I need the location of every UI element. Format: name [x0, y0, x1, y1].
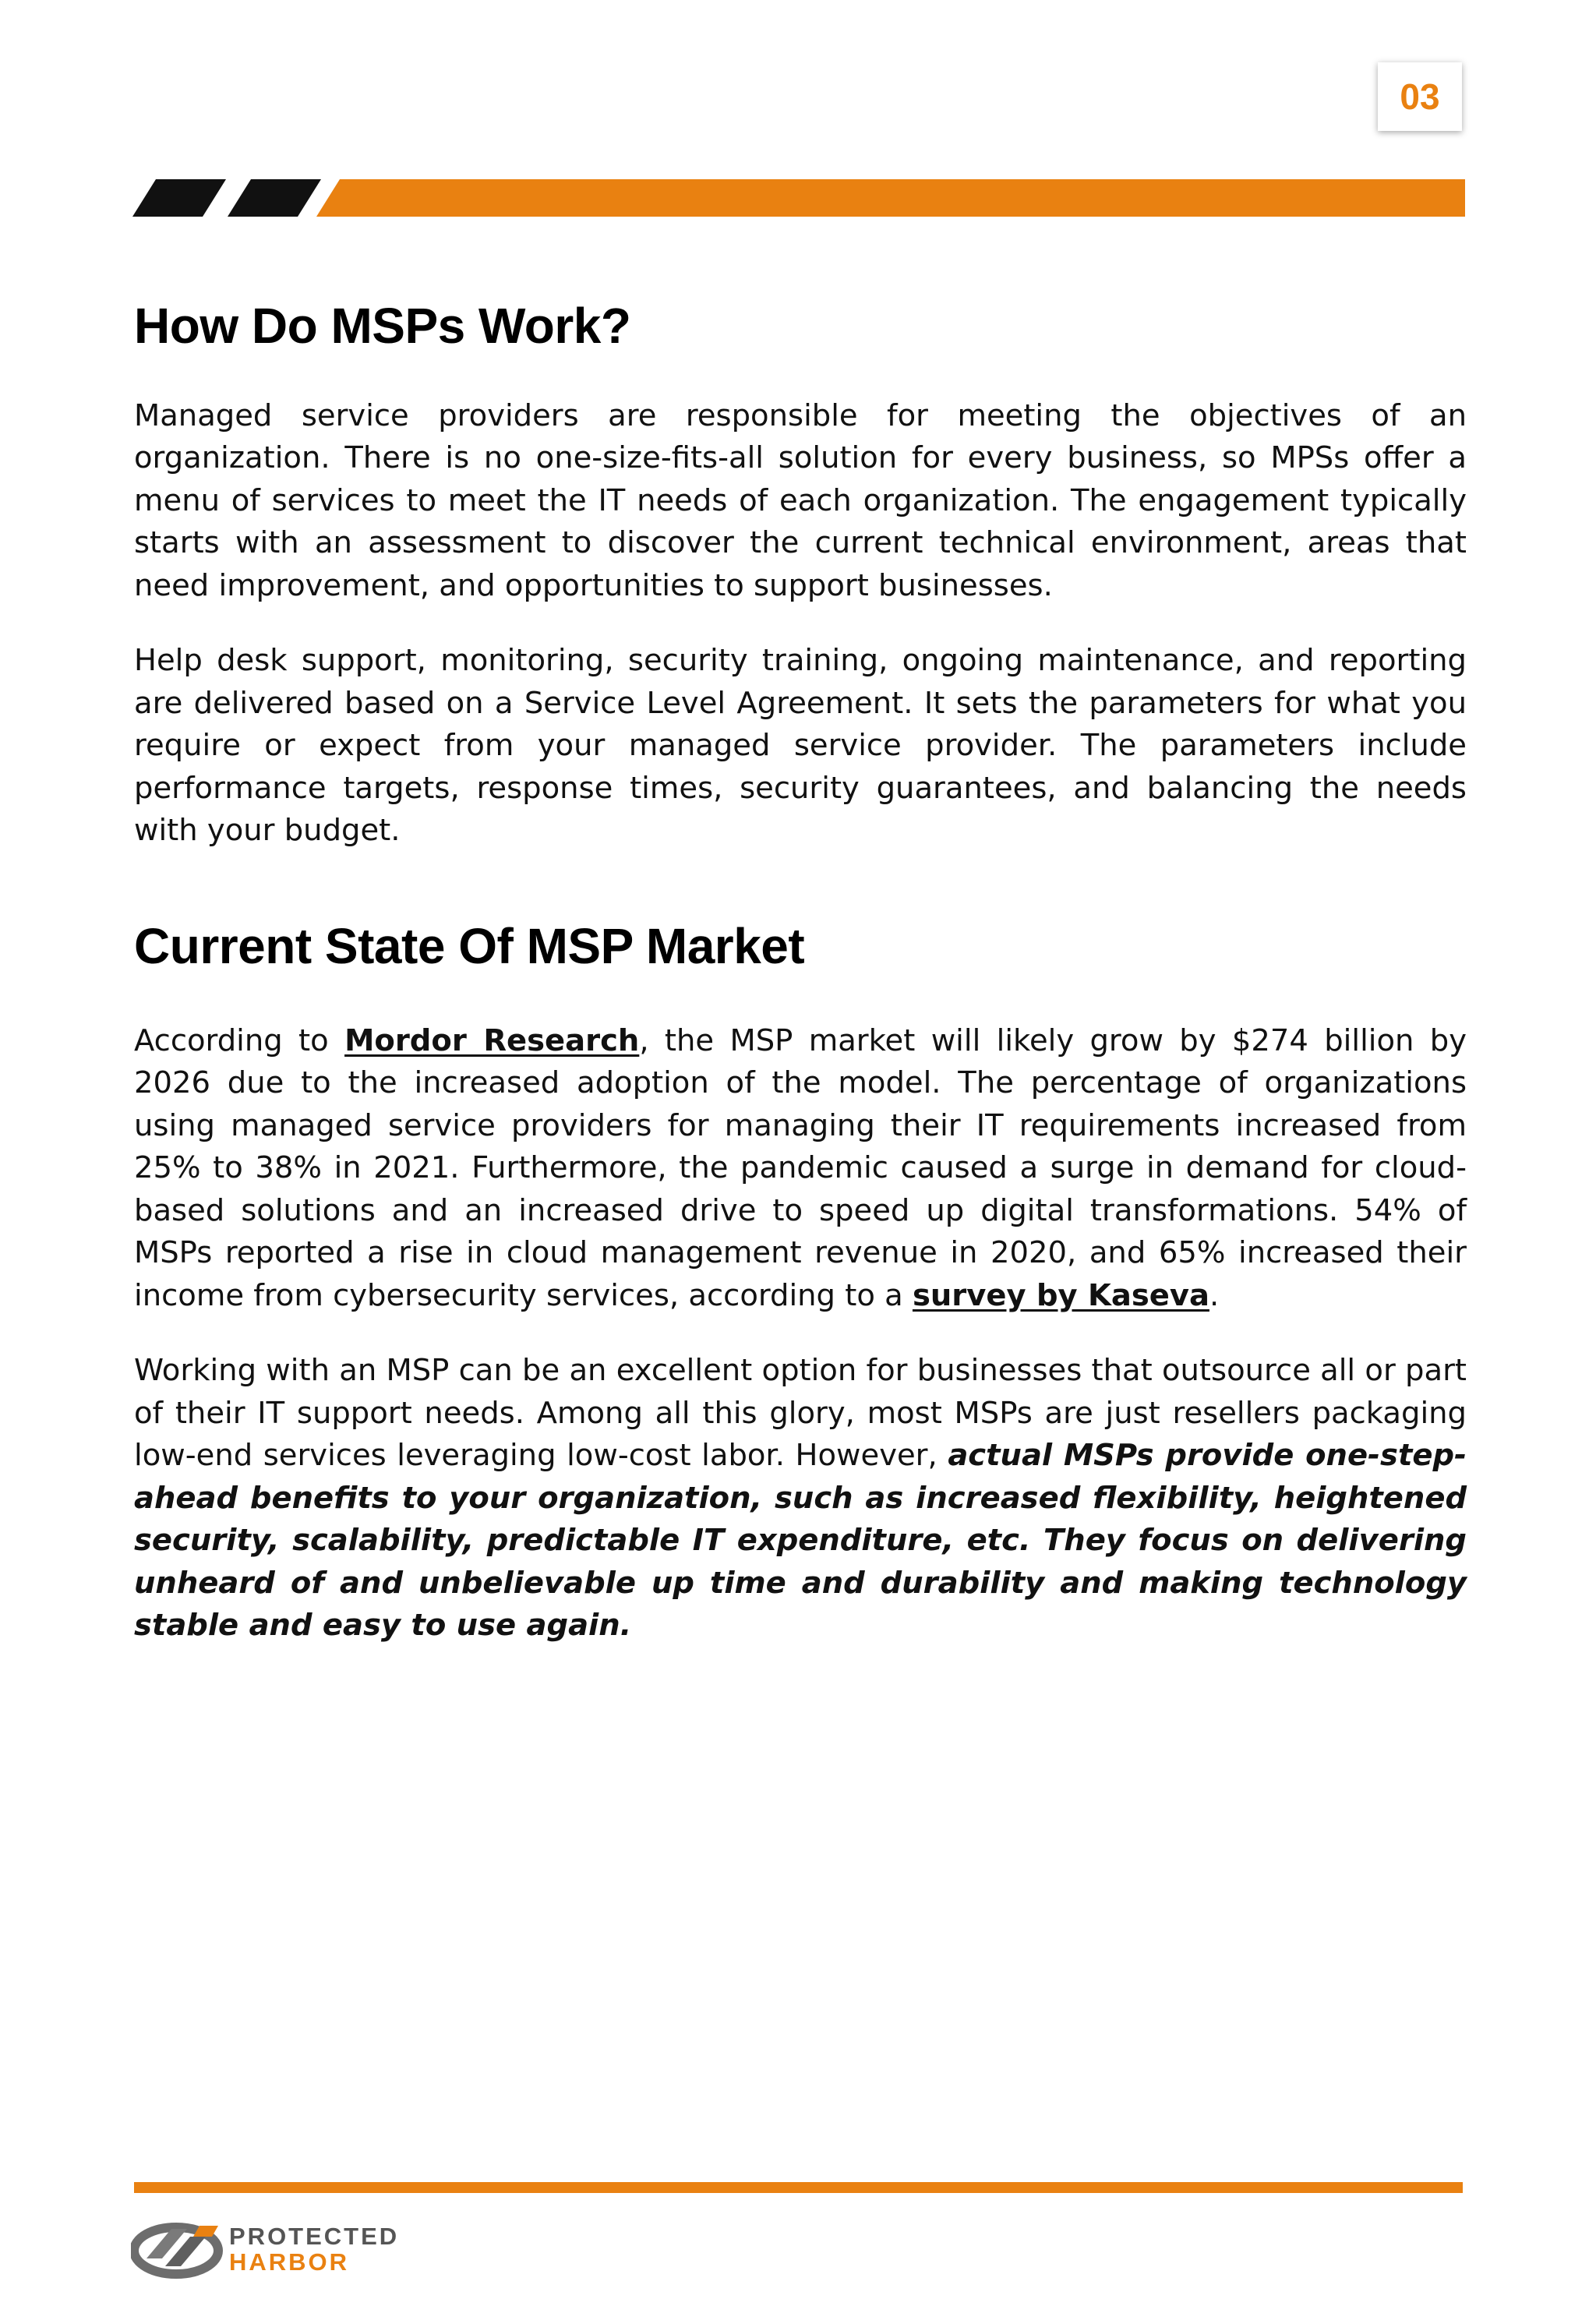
stripe-dark-2 [228, 179, 321, 217]
paragraph-msp-responsibilities: Managed service providers are responsible for meeting the objectives of an organization. There is no one-size-fits-all solution for every business, so MPSs offer a menu of services to meet the IT needs of each organization. The engagement typically starts with an assessment to discover the current technical environment, areas that need improvement, and opportunities to support businesses. [134, 397, 1467, 603]
logo-wordmark [229, 2224, 399, 2274]
main-content [134, 296, 1467, 1647]
header-stripe-band [132, 179, 1465, 218]
logo-word-protected: PROTECTED [229, 2223, 400, 2250]
section-heading-how-msps-work: How Do MSPs Work? [134, 298, 631, 354]
text-market-stats: , the MSP market will likely grow by $274 billion by 2026 due to the increased adoption of the model. The percentage of organizations using managed service providers for managing their IT requirements increased from 25% to 38% in 2021. Furthermore, the pandemic caused a surge in demand for cloud-based solutions and an increased drive to speed up digital transformations. 54% of MSPs reported a rise in cloud management revenue in 2020, and 65% increased their income from cybersecurity services, according to a [134, 1022, 1467, 1313]
footer-orange-rule [134, 2182, 1463, 2193]
paragraph-msp-benefits [134, 1350, 1467, 1647]
mordor-research-link[interactable]: Mordor Research [344, 1022, 640, 1058]
kaseva-survey-link[interactable]: survey by Kaseva [912, 1277, 1209, 1313]
paragraph-service-level-agreement: Help desk support, monitoring, security training, ongoing maintenance, and reporting are delivered based on a Service Level Agreement. It sets the parameters for what you require or expect from your managed service provider. The parameters include performance targets, response times, security guarantees, and balancing the needs with your budget. [134, 643, 1467, 849]
protected-harbor-logo [131, 2218, 399, 2280]
page-number-badge [1378, 62, 1462, 131]
text-benefits-plain: Working with an MSP can be an excellent option for businesses that outsource all or part of their IT support needs. Among all this glory, most MSPs are just resellers packaging low-end services leveraging low-cost labor. However, [134, 1353, 1467, 1474]
logo-word-harbor: HARBOR [229, 2248, 350, 2276]
text-before-link: According to [134, 1022, 345, 1058]
stripe-orange-bar [316, 179, 1465, 217]
text-after-link: . [1209, 1277, 1220, 1313]
protected-harbor-logo-icon [131, 2218, 223, 2280]
text-benefits-emphasis: actual MSPs provide one-step-ahead benefits to your organization, such as increased flexibility, heightened security, scalability, predictable IT expenditure, etc. They focus on delivering unheard of and unbelievable up time and durability and making technology stable and easy to use again. [134, 1438, 1467, 1644]
page-number: 03 [1400, 76, 1440, 117]
header-stripe-graphic [132, 179, 1465, 218]
stripe-dark-1 [132, 179, 226, 217]
section-heading-msp-market: Current State Of MSP Market [134, 917, 805, 974]
paragraph-market-growth [134, 1020, 1467, 1318]
